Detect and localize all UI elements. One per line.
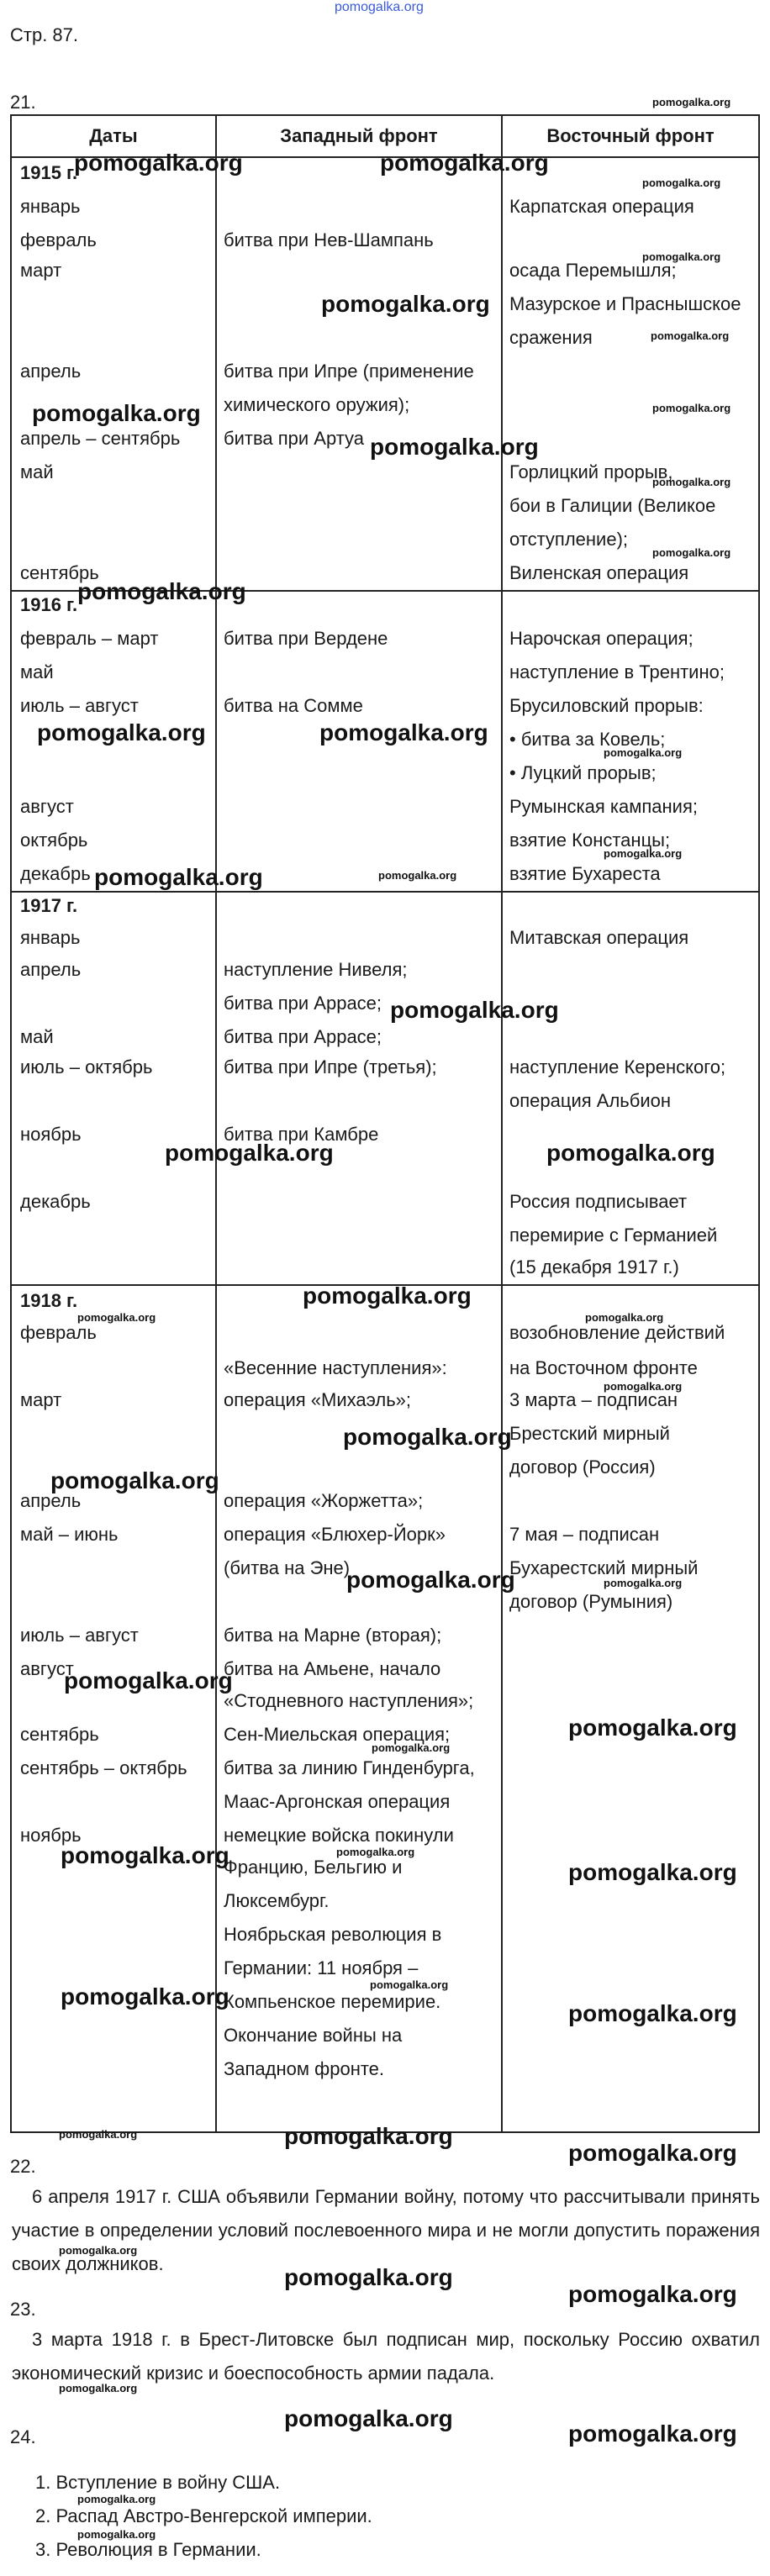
east-front-cell: 3 марта – подписан bbox=[509, 1389, 678, 1410]
watermark: pomogalka.org bbox=[378, 869, 457, 882]
date-cell: октябрь bbox=[20, 830, 88, 851]
date-cell: май bbox=[20, 661, 54, 682]
watermark: pomogalka.org bbox=[372, 1741, 451, 1754]
west-front-cell: Люксембург. bbox=[224, 1890, 330, 1911]
date-cell: 1915 г. bbox=[20, 162, 78, 183]
west-front-cell: немецкие войска покинули bbox=[224, 1825, 454, 1846]
table-col-divider-2 bbox=[501, 114, 503, 2133]
watermark: pomogalka.org bbox=[380, 150, 549, 176]
east-front-cell: наступление Керенского; bbox=[509, 1056, 726, 1077]
watermark: pomogalka.org bbox=[50, 1467, 219, 1493]
task-22-number: 22. bbox=[10, 2156, 36, 2177]
site-watermark-top: pomogalka.org bbox=[335, 0, 424, 14]
date-cell: 1918 г. bbox=[20, 1290, 78, 1311]
task-24-number: 24. bbox=[10, 2426, 36, 2447]
date-cell: 1917 г. bbox=[20, 895, 78, 916]
west-front-cell: битва при Артуа bbox=[224, 428, 365, 449]
west-front-cell: Ноябрьская революция в bbox=[224, 1924, 442, 1945]
date-cell: апрель bbox=[20, 959, 82, 980]
date-cell: май – июнь bbox=[20, 1524, 119, 1545]
date-cell: февраль – март bbox=[20, 628, 159, 649]
west-front-cell: битва при Аррасе; bbox=[224, 993, 382, 1014]
west-front-cell: (битва на Эне) bbox=[224, 1557, 351, 1578]
west-front-cell: Францию, Бельгию и bbox=[224, 1857, 403, 1878]
west-front-cell: битва при Нев-Шампань bbox=[224, 229, 434, 250]
watermark: pomogalka.org bbox=[568, 1859, 737, 1885]
page-number: Стр. 87. bbox=[10, 24, 79, 45]
watermark: pomogalka.org bbox=[370, 1978, 449, 1991]
east-front-cell: бои в Галиции (Великое bbox=[509, 495, 716, 516]
east-front-cell: на Восточном фронте bbox=[509, 1357, 698, 1378]
east-front-cell: Бухарестский мирный bbox=[509, 1557, 699, 1578]
watermark: pomogalka.org bbox=[642, 176, 721, 189]
task-24-item: 1. Вступление в войну США. bbox=[35, 2472, 281, 2493]
east-front-cell: взятие Констанцы; bbox=[509, 830, 671, 851]
west-front-cell: Маас-Аргонская операция bbox=[224, 1791, 451, 1812]
watermark: pomogalka.org bbox=[303, 1283, 472, 1309]
east-front-cell: Нарочская операция; bbox=[509, 628, 694, 649]
date-cell: май bbox=[20, 1026, 54, 1047]
watermark: pomogalka.org bbox=[319, 719, 488, 745]
date-cell: март bbox=[20, 1389, 62, 1410]
table-col-divider-1 bbox=[215, 114, 217, 2133]
watermark: pomogalka.org bbox=[652, 402, 731, 414]
date-cell: август bbox=[20, 796, 74, 817]
east-front-cell: Румынская кампания; bbox=[509, 796, 698, 817]
date-cell: февраль bbox=[20, 229, 97, 250]
east-front-cell: (15 декабря 1917 г.) bbox=[509, 1256, 679, 1277]
column-header-east: Восточный фронт bbox=[546, 125, 715, 146]
task-22-answer: 6 апреля 1917 г. США объявили Германии войну, потому что рассчитывали принять участие в определении условий послевоенного мира и не могли допустить поражения своих должников. bbox=[12, 2186, 760, 2274]
west-front-cell: операция «Жоржетта»; bbox=[224, 1490, 424, 1511]
date-cell: март bbox=[20, 260, 62, 281]
watermark: pomogalka.org bbox=[61, 1842, 229, 1868]
date-cell: декабрь bbox=[20, 863, 91, 884]
watermark: pomogalka.org bbox=[604, 1380, 683, 1393]
east-front-cell: Россия подписывает bbox=[509, 1191, 688, 1212]
watermark: pomogalka.org bbox=[64, 1667, 233, 1694]
watermark: pomogalka.org bbox=[77, 1311, 156, 1324]
watermark: pomogalka.org bbox=[604, 1577, 683, 1589]
watermark: pomogalka.org bbox=[61, 1983, 229, 2010]
watermark: pomogalka.org bbox=[390, 997, 559, 1023]
watermark: pomogalka.org bbox=[77, 2528, 156, 2541]
table-border-left bbox=[10, 114, 12, 1293]
watermark: pomogalka.org bbox=[37, 719, 206, 745]
east-front-cell: Митавская операция bbox=[509, 927, 689, 948]
date-cell: февраль bbox=[20, 1322, 97, 1343]
table-border-right bbox=[758, 114, 760, 2133]
watermark: pomogalka.org bbox=[642, 250, 721, 263]
date-cell: апрель bbox=[20, 1490, 82, 1511]
east-front-cell: Горлицкий прорыв, bbox=[509, 461, 673, 482]
date-cell: июль – октябрь bbox=[20, 1056, 153, 1077]
watermark: pomogalka.org bbox=[568, 2281, 737, 2307]
watermark: pomogalka.org bbox=[59, 2382, 138, 2394]
east-front-cell: договор (Румыния) bbox=[509, 1591, 673, 1612]
watermark: pomogalka.org bbox=[568, 2421, 737, 2447]
east-front-cell: сражения bbox=[509, 327, 593, 348]
watermark: pomogalka.org bbox=[652, 96, 731, 108]
date-cell: январь bbox=[20, 196, 81, 217]
watermark: pomogalka.org bbox=[284, 2405, 453, 2431]
watermark: pomogalka.org bbox=[604, 847, 683, 860]
watermark: pomogalka.org bbox=[604, 746, 683, 759]
west-front-cell: Компьенское перемирие. bbox=[224, 1991, 441, 2012]
west-front-cell: Сен-Миельская операция; bbox=[224, 1724, 451, 1745]
watermark: pomogalka.org bbox=[346, 1567, 515, 1593]
date-cell: сентябрь bbox=[20, 1724, 99, 1745]
west-front-cell: наступление Нивеля; bbox=[224, 959, 408, 980]
watermark: pomogalka.org bbox=[59, 2128, 138, 2141]
date-cell: сентябрь bbox=[20, 562, 99, 583]
east-front-cell: Виленская операция bbox=[509, 562, 689, 583]
watermark: pomogalka.org bbox=[94, 864, 263, 890]
watermark: pomogalka.org bbox=[652, 546, 731, 559]
watermark: pomogalka.org bbox=[568, 1715, 737, 1741]
watermark: pomogalka.org bbox=[651, 329, 730, 342]
west-front-cell: Германии: 11 ноября – bbox=[224, 1957, 419, 1978]
watermark: pomogalka.org bbox=[568, 2000, 737, 2026]
west-front-cell: битва при Ипре (применение bbox=[224, 361, 474, 382]
west-front-cell: битва на Амьене, начало bbox=[224, 1658, 441, 1679]
watermark: pomogalka.org bbox=[74, 150, 243, 176]
east-front-cell: Брестский мирный bbox=[509, 1423, 670, 1444]
east-front-cell: операция Альбион bbox=[509, 1090, 672, 1111]
date-cell: август bbox=[20, 1658, 74, 1679]
west-front-cell: битва за линию Гинденбурга, bbox=[224, 1757, 475, 1778]
west-front-cell: химического оружия); bbox=[224, 394, 410, 415]
west-front-cell: битва при Ипре (третья); bbox=[224, 1056, 437, 1077]
watermark: pomogalka.org bbox=[165, 1140, 334, 1166]
east-front-cell: договор (Россия) bbox=[509, 1457, 656, 1478]
east-front-cell: 7 мая – подписан bbox=[509, 1524, 660, 1545]
table-border-top bbox=[10, 114, 760, 116]
east-front-cell: Брусиловский прорыв: bbox=[509, 695, 704, 716]
west-front-cell: битва на Марне (вторая); bbox=[224, 1625, 442, 1646]
date-cell: апрель – сентябрь bbox=[20, 428, 181, 449]
west-front-cell: битва при Аррасе; bbox=[224, 1026, 382, 1047]
watermark: pomogalka.org bbox=[568, 2140, 737, 2166]
date-cell: сентябрь – октябрь bbox=[20, 1757, 187, 1778]
date-cell: ноябрь bbox=[20, 1124, 82, 1145]
east-front-cell: Мазурское и Праснышское bbox=[509, 293, 741, 314]
east-front-cell: Карпатская операция bbox=[509, 196, 694, 217]
west-front-cell: операция «Михаэль»; bbox=[224, 1389, 411, 1410]
watermark: pomogalka.org bbox=[77, 2493, 156, 2505]
table-divider-1917 bbox=[10, 891, 760, 893]
east-front-cell: • Луцкий прорыв; bbox=[509, 762, 657, 783]
task-23-number: 23. bbox=[10, 2299, 36, 2320]
date-cell: май bbox=[20, 461, 54, 482]
date-cell: 1916 г. bbox=[20, 594, 78, 615]
watermark: pomogalka.org bbox=[652, 476, 731, 488]
west-front-cell: Западном фронте. bbox=[224, 2058, 385, 2079]
east-front-cell: осада Перемышля; bbox=[509, 260, 677, 281]
west-front-cell: битва на Сомме bbox=[224, 695, 363, 716]
east-front-cell: перемирие с Германией bbox=[509, 1225, 718, 1246]
east-front-cell: возобновление действий bbox=[509, 1322, 725, 1343]
watermark: pomogalka.org bbox=[336, 1846, 415, 1858]
date-cell: июль – август bbox=[20, 1625, 139, 1646]
date-cell: июль – август bbox=[20, 695, 139, 716]
task-24-item: 3. Революция в Германии. bbox=[35, 2539, 261, 2560]
east-front-cell: взятие Бухареста bbox=[509, 863, 661, 884]
watermark: pomogalka.org bbox=[284, 2264, 453, 2290]
watermark: pomogalka.org bbox=[370, 434, 539, 460]
watermark: pomogalka.org bbox=[321, 291, 490, 317]
west-front-cell: «Стодневного наступления»; bbox=[224, 1690, 474, 1711]
table-border-left-2 bbox=[10, 1284, 12, 2133]
west-front-cell: операция «Блюхер-Йорк» bbox=[224, 1524, 446, 1545]
west-front-cell: «Весенние наступления»: bbox=[224, 1357, 447, 1378]
date-cell: апрель bbox=[20, 361, 82, 382]
watermark: pomogalka.org bbox=[32, 400, 201, 426]
watermark: pomogalka.org bbox=[77, 578, 246, 604]
watermark: pomogalka.org bbox=[343, 1424, 512, 1450]
east-front-cell: отступление); bbox=[509, 529, 629, 550]
date-cell: январь bbox=[20, 927, 81, 948]
watermark: pomogalka.org bbox=[59, 2244, 138, 2257]
east-front-cell: • битва за Ковель; bbox=[509, 729, 666, 750]
watermark: pomogalka.org bbox=[284, 2123, 453, 2149]
date-cell: декабрь bbox=[20, 1191, 91, 1212]
west-front-cell: битва при Вердене bbox=[224, 628, 388, 649]
column-header-dates: Даты bbox=[89, 125, 138, 146]
east-front-cell: наступление в Трентино; bbox=[509, 661, 725, 682]
task-24-item: 2. Распад Австро-Венгерской империи. bbox=[35, 2505, 372, 2526]
west-front-cell: Окончание войны на bbox=[224, 2025, 403, 2046]
column-header-west: Западный фронт bbox=[280, 125, 438, 146]
task-21-number: 21. bbox=[10, 92, 36, 113]
watermark: pomogalka.org bbox=[585, 1311, 664, 1324]
west-front-cell: битва при Камбре bbox=[224, 1124, 379, 1145]
date-cell: ноябрь bbox=[20, 1825, 82, 1846]
watermark: pomogalka.org bbox=[546, 1140, 715, 1166]
task-23-answer: 3 марта 1918 г. в Брест-Литовске был подписан мир, поскольку Россию охватил экономический кризис и боеспособность армии падала. bbox=[12, 2329, 760, 2384]
